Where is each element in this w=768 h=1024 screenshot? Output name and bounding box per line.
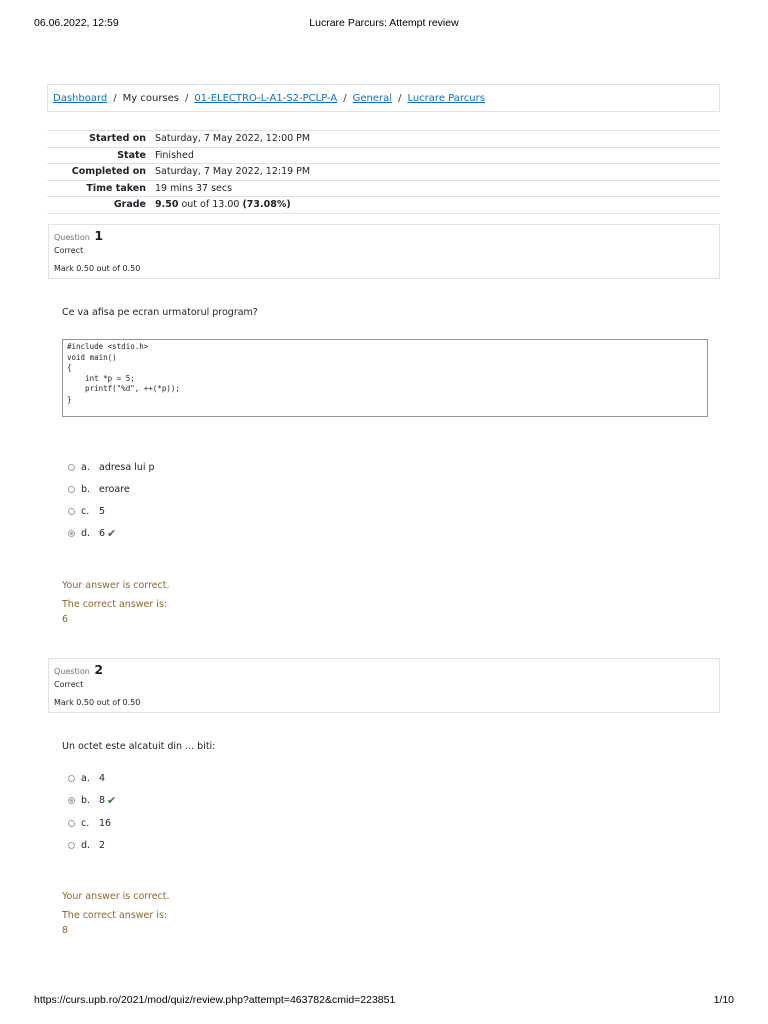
question-2-correct-answer: 8 bbox=[62, 925, 69, 936]
question-2-option-c[interactable] bbox=[68, 816, 111, 830]
question-2-feedback: Your answer is correct. bbox=[62, 891, 170, 902]
question-1-info bbox=[48, 224, 720, 279]
breadcrumb-separator: / bbox=[185, 92, 189, 104]
breadcrumb bbox=[47, 84, 720, 112]
radio-button[interactable] bbox=[68, 464, 75, 471]
check-icon: ✔ bbox=[107, 526, 117, 540]
option-letter: a. bbox=[81, 461, 90, 473]
question-2-option-a[interactable] bbox=[68, 771, 105, 785]
time-taken-value: 19 mins 37 secs bbox=[151, 180, 720, 197]
option-text: 8 bbox=[99, 794, 106, 806]
summary-row-grade bbox=[47, 197, 720, 214]
completed-label: Completed on bbox=[47, 164, 151, 181]
summary-row-started bbox=[47, 131, 720, 148]
radio-button[interactable] bbox=[68, 486, 75, 493]
option-text: 4 bbox=[99, 772, 106, 784]
print-url: https://curs.upb.ro/2021/mod/quiz/review.php?attempt=463782&cmid=223851 bbox=[34, 994, 396, 1006]
option-text: 6 bbox=[99, 527, 106, 539]
question-1-mark: Mark 0.50 out of 0.50 bbox=[54, 264, 141, 273]
radio-button[interactable] bbox=[68, 775, 75, 782]
started-label: Started on bbox=[47, 131, 151, 148]
grade-out-of: out of 13.00 bbox=[178, 199, 243, 211]
print-title: Lucrare Parcurs: Attempt review bbox=[309, 17, 459, 29]
state-label: State bbox=[47, 147, 151, 164]
question-2-correct-label: The correct answer is: bbox=[62, 910, 168, 921]
question-1-number bbox=[54, 228, 103, 243]
option-text: 2 bbox=[99, 839, 106, 851]
breadcrumb-separator: / bbox=[113, 92, 117, 104]
question-1-feedback: Your answer is correct. bbox=[62, 580, 170, 591]
question-number: 2 bbox=[94, 662, 104, 677]
question-number: 1 bbox=[94, 228, 104, 243]
breadcrumb-course-link[interactable]: 01-ELECTRO-L-A1-S2-PCLP-A bbox=[194, 92, 338, 104]
attempt-summary-table bbox=[47, 130, 720, 214]
option-letter: b. bbox=[81, 483, 91, 495]
breadcrumb-separator: / bbox=[398, 92, 402, 104]
summary-row-completed bbox=[47, 164, 720, 181]
option-text: 16 bbox=[99, 817, 112, 829]
grade-value bbox=[151, 197, 720, 214]
radio-button[interactable] bbox=[68, 508, 75, 515]
radio-button-selected[interactable] bbox=[68, 530, 75, 537]
question-1-option-d[interactable] bbox=[68, 526, 116, 540]
question-2-info bbox=[48, 658, 720, 713]
time-taken-label: Time taken bbox=[47, 180, 151, 197]
breadcrumb-dashboard-link[interactable]: Dashboard bbox=[53, 92, 108, 104]
question-1-option-c[interactable] bbox=[68, 504, 105, 518]
option-text: eroare bbox=[99, 483, 130, 495]
grade-label: Grade bbox=[47, 197, 151, 214]
radio-button[interactable] bbox=[68, 842, 75, 849]
grade-percent: (73.08%) bbox=[242, 199, 291, 211]
option-letter: b. bbox=[81, 794, 91, 806]
state-value: Finished bbox=[151, 147, 720, 164]
check-icon: ✔ bbox=[107, 793, 117, 807]
started-value: Saturday, 7 May 2022, 12:00 PM bbox=[151, 131, 720, 148]
question-2-number bbox=[54, 662, 103, 677]
radio-button[interactable] bbox=[68, 820, 75, 827]
breadcrumb-separator: / bbox=[343, 92, 347, 104]
question-1-option-a[interactable] bbox=[68, 460, 155, 474]
option-text: 5 bbox=[99, 505, 106, 517]
option-letter: c. bbox=[81, 505, 90, 517]
completed-value: Saturday, 7 May 2022, 12:19 PM bbox=[151, 164, 720, 181]
breadcrumb-my-courses: My courses bbox=[122, 92, 180, 104]
print-date: 06.06.2022, 12:59 bbox=[34, 17, 119, 29]
question-1-correct-answer: 6 bbox=[62, 614, 69, 625]
question-label: Question bbox=[54, 233, 90, 242]
question-2-state: Correct bbox=[54, 680, 84, 689]
question-1-correct-label: The correct answer is: bbox=[62, 599, 168, 610]
option-letter: d. bbox=[81, 527, 91, 539]
question-2-option-b[interactable] bbox=[68, 793, 116, 807]
question-1-state: Correct bbox=[54, 246, 84, 255]
question-2-mark: Mark 0.50 out of 0.50 bbox=[54, 698, 141, 707]
summary-row-time bbox=[47, 180, 720, 197]
question-1-code-block: #include <stdio.h> void main() { int *p = 5; printf("%d", ++(*p)); } bbox=[62, 339, 708, 417]
option-text: adresa lui p bbox=[99, 461, 155, 473]
print-page-number: 1/10 bbox=[713, 994, 734, 1006]
option-letter: d. bbox=[81, 839, 91, 851]
question-1-option-b[interactable] bbox=[68, 482, 130, 496]
question-2-option-d[interactable] bbox=[68, 838, 105, 852]
breadcrumb-general-link[interactable]: General bbox=[352, 92, 393, 104]
grade-score: 9.50 bbox=[155, 199, 179, 211]
radio-button-selected[interactable] bbox=[68, 797, 75, 804]
breadcrumb-quiz-link[interactable]: Lucrare Parcurs bbox=[407, 92, 485, 104]
summary-row-state bbox=[47, 147, 720, 164]
option-letter: a. bbox=[81, 772, 90, 784]
option-letter: c. bbox=[81, 817, 90, 829]
question-1-text: Ce va afisa pe ecran urmatorul program? bbox=[62, 307, 258, 318]
question-label: Question bbox=[54, 667, 90, 676]
question-2-text: Un octet este alcatuit din ... biti: bbox=[62, 741, 216, 752]
